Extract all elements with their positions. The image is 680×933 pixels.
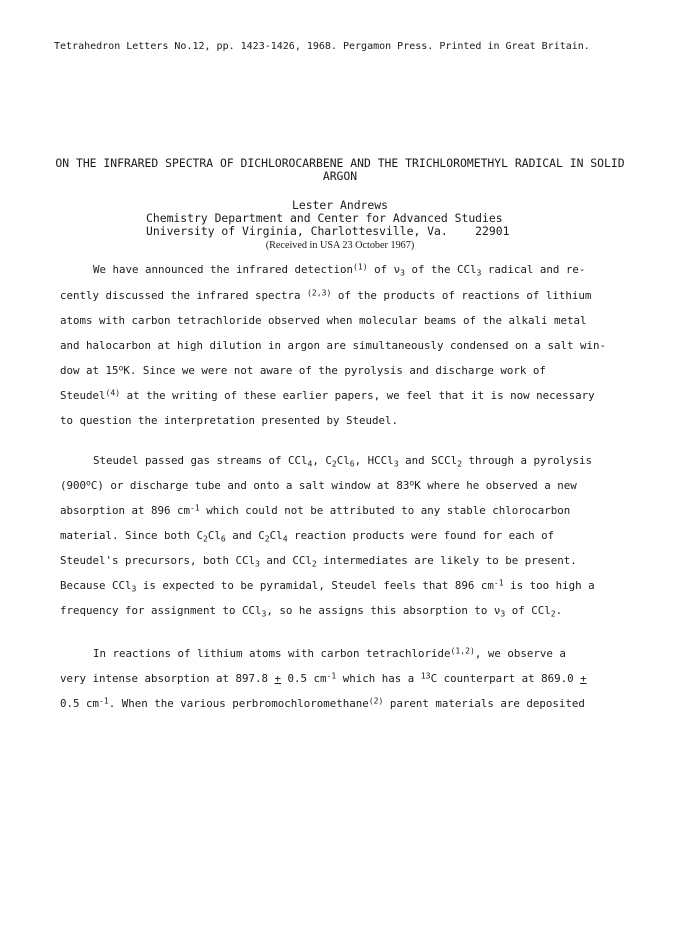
text-run: at the writing of these earlier papers, we feel that it is now necessary [120,389,595,402]
text-run: Cl [269,529,283,542]
text-run: dow at 15 [60,364,119,377]
superscript: -1 [190,502,200,513]
subscript: 4 [282,533,288,544]
text-run: . [555,604,563,617]
subscript: 3 [476,267,482,278]
text-run: Steudel's precursors, both CCl [60,554,256,567]
paragraph-1-line-1 [93,263,585,276]
citation-ref: (1,2) [450,645,475,656]
affiliation-line-1: Chemistry Department and Center for Advanced Studies [146,211,503,225]
paragraph-2-line-3 [60,504,570,517]
plus-minus: + [580,672,587,685]
text-run: C counterpart at 869.0 [430,672,581,685]
paragraph-1-line-4: and halocarbon at high dilution in argon are simultaneously condensed on a salt win- [60,339,607,352]
text-run: cently discussed the infrared spectra [60,289,308,302]
text-run: C) or discharge tube and onto a salt window at 83 [90,479,410,492]
subscript: 3 [500,608,506,619]
citation-ref: (2) [368,695,384,706]
text-run: of CCl [505,604,551,617]
subscript: 3 [393,458,399,469]
superscript: -1 [326,670,337,681]
citation-ref: (1) [353,261,368,272]
paragraph-2-line-2 [60,479,577,492]
subscript: 3 [255,558,260,569]
subscript: 4 [307,458,313,469]
title-line-1: ON THE INFRARED SPECTRA OF DICHLOROCARBENE AND THE TRICHLOROMETHYL RADICAL IN SOLID [55,156,625,170]
subscript: 3 [131,583,137,594]
citation-ref: (2,3) [307,287,332,298]
text-run: Because CCl [60,579,132,592]
author-name: Lester Andrews [291,198,388,212]
superscript: o [409,477,415,488]
text-run: In reactions of lithium atoms with carbon tetrachloride [93,647,451,660]
text-run: is too high a [503,579,595,592]
paragraph-1-line-7: to question the interpretation presented by Steudel. [60,414,399,427]
text-run: Steudel [60,389,106,402]
text-run: and C [225,529,265,542]
subscript: 6 [220,533,226,544]
text-run: Cl [336,454,350,467]
paragraph-1-line-6 [60,389,595,402]
title-line-2: ARGON [322,169,358,183]
subscript: 2 [331,458,337,469]
journal-citation: Tetrahedron Letters No.12, pp. 1423-1426, 1968. Pergamon Press. Printed in Great Britain. [54,41,590,52]
subscript: 2 [203,533,208,544]
author-affiliation [146,212,509,238]
affiliation-line-2: University of Virginia, Charlottesville, Va. 22901 [146,223,510,238]
text-run: K where he observed a new [414,479,577,492]
paragraph-3-line-2 [60,672,587,685]
subscript: 3 [261,608,267,619]
text-run: frequency for assignment to CCl [60,604,262,617]
subscript: 3 [400,267,406,278]
text-run: and CCl [259,554,312,567]
text-run: intermediates are likely to be present. [316,554,577,567]
text-run: 0.5 cm [281,672,327,685]
paragraph-1-line-5 [60,364,546,377]
paragraph-2-line-4 [60,529,554,542]
subscript: 2 [550,608,556,619]
text-run: through a pyrolysis [461,454,592,467]
superscript: o [86,477,91,488]
text-run: , C [312,454,332,467]
received-date: (Received in USA 23 October 1967) [265,240,415,251]
text-run: parent materials are deposited [383,697,585,710]
subscript: 2 [311,558,317,569]
text-run: of the CCl [405,263,477,276]
text-run: Cl [207,529,221,542]
subscript: 2 [457,458,462,469]
paragraph-3-line-1 [93,647,566,660]
text-run: . When the various perbromochloromethane [108,697,369,710]
paragraph-2-line-6 [60,579,595,592]
text-run: K. Since we were not aware of the pyrolysis and discharge work of [123,364,546,377]
text-run: , HCCl [354,454,394,467]
text-run: absorption at 896 cm [60,504,191,517]
paragraph-2-line-1 [93,454,592,467]
subscript: 6 [349,458,355,469]
superscript: -1 [99,695,109,706]
text-run: 0.5 cm [60,697,100,710]
citation-ref: (4) [105,387,121,398]
text-run: radical and re- [481,263,586,276]
paragraph-2-line-7 [60,604,562,617]
paragraph-1-line-3: atoms with carbon tetrachloride observed when molecular beams of the alkali metal [60,314,587,327]
paper-title [30,157,650,183]
text-run: is expected to be pyramidal, Steudel feels that 896 cm [136,579,494,592]
text-run: of ν [367,263,401,276]
paragraph-3-line-3 [60,697,585,710]
text-run: which has a [336,672,421,685]
text-run: very intense absorption at 897.8 [60,672,275,685]
superscript: 13 [420,670,431,681]
text-run: , we observe a [474,647,566,660]
plus-minus: + [274,672,282,685]
text-run: which could not be attributed to any stable chlorocarbon [199,504,571,517]
text-run: Steudel passed gas streams of CCl [93,454,308,467]
text-run: (900 [60,479,87,492]
text-run: , so he assigns this absorption to ν [266,604,501,617]
superscript: o [118,362,124,373]
text-run: We have announced the infrared detection [93,263,354,276]
paragraph-1-line-2 [60,289,591,302]
superscript: -1 [493,577,504,588]
text-run: and SCCl [398,454,458,467]
subscript: 2 [264,533,270,544]
text-run: reaction products were found for each of [287,529,555,542]
text-run: material. Since both C [60,529,204,542]
text-run: of the products of reactions of lithium [331,289,592,302]
paragraph-2-line-5 [60,554,577,567]
